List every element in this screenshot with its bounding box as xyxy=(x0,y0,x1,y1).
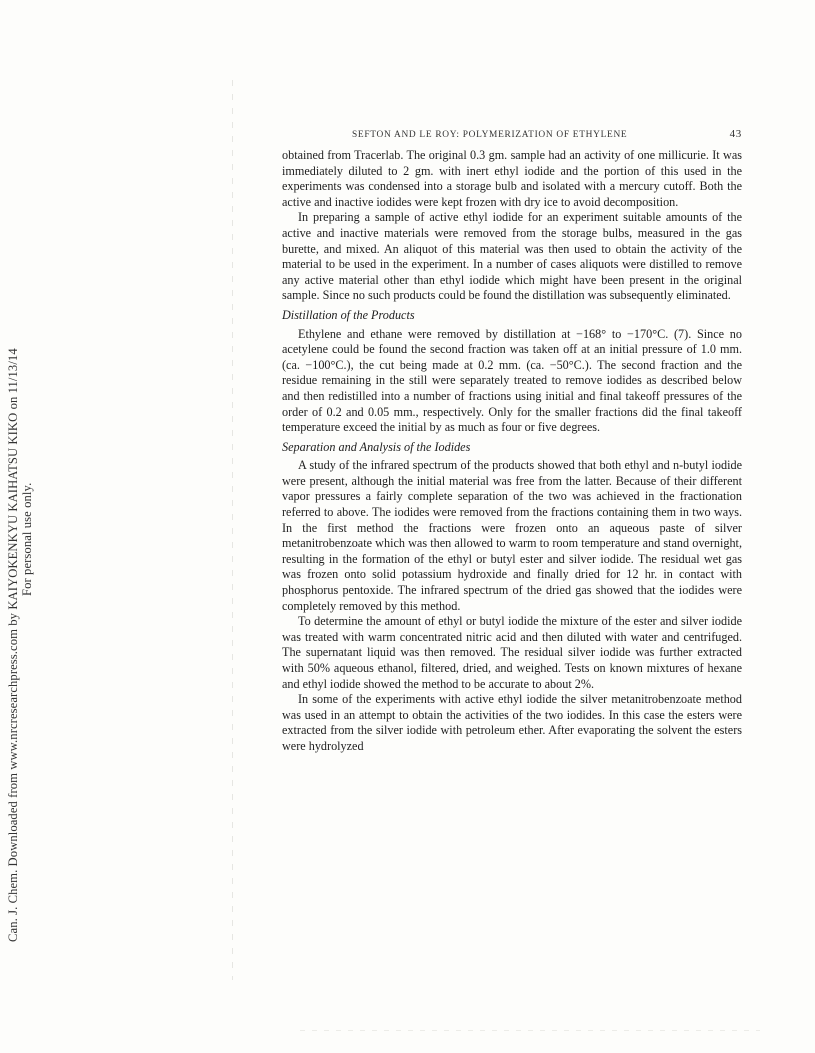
article-body xyxy=(282,148,742,755)
paragraph: To determine the amount of ethyl or butyl iodide the mixture of the ester and silver iodide was treated with warm concentrated nitric acid and then diluted with water and centrifuged. The supernatant liquid was then removed. The residual silver iodide was further extracted with 50% aqueous ethanol, filtered, dried, and weighed. Tests on known mixtures of hexane and ethyl iodide showed the method to be accurate to about 2%. xyxy=(282,614,742,691)
paragraph: In some of the experiments with active ethyl iodide the silver metanitrobenzoate method was used in an attempt to obtain the activities of the two iodides. In this case the esters were extracted from the silver iodide with petroleum ether. After evaporating the solvent the esters were hydrolyzed xyxy=(282,692,742,753)
section-heading: Separation and Analysis of the Iodides xyxy=(282,439,471,454)
scan-artifact-line xyxy=(300,1030,760,1031)
page-content xyxy=(282,128,742,755)
running-header xyxy=(282,128,742,148)
personal-use-notice: For personal use only. xyxy=(20,482,34,596)
scan-artifact-line xyxy=(232,80,233,980)
download-notice-sidebar xyxy=(0,0,40,1053)
page-number: 43 xyxy=(729,128,742,140)
download-notice-line: Can. J. Chem. Downloaded from www.nrcresearchpress.com by KAIYOKENKYU KAIHATSU KIKO on 11/13/14 xyxy=(6,348,20,942)
paragraph: Ethylene and ethane were removed by distillation at −168° to −170°C. (7). Since no acetylene could be found the second fraction was taken off at an initial pressure of 1.0 mm. (ca. −100°C.), the cut being made at 0.2 mm. (ca. −50°C.). The second fraction and the residue remaining in the still were separately treated to remove iodides as described below and then redistilled into a number of fractions using initial and final takeoff pressures of the order of 0.2 and 0.05 mm., respectively. Only for the smaller fractions did the final takeoff temperature exceed the initial by as much as four or five degrees. xyxy=(282,326,742,435)
section-heading: Distillation of the Products xyxy=(282,307,415,322)
running-title: SEFTON AND LE ROY: POLYMERIZATION OF ETHYLENE xyxy=(352,130,628,140)
paragraph: In preparing a sample of active ethyl iodide for an experiment suitable amounts of the active and inactive materials were removed from the storage bulbs, measured in the gas burette, and mixed. An aliquot of this material was then used to obtain the activity of the material to be used in the experiment. In a number of cases aliquots were distilled to remove any active material other than ethyl iodide which might have been present in the original sample. Since no such products could be found the distillation was subsequently eliminated. xyxy=(282,210,742,303)
paragraph: obtained from Tracerlab. The original 0.3 gm. sample had an activity of one millicurie. It was immediately diluted to 2 gm. with inert ethyl iodide and the portion of this used in the experiments was condensed into a storage bulb and isolated with a mercury cutoff. Both the active and inactive iodides were kept frozen with dry ice to avoid decomposition. xyxy=(282,148,742,209)
paragraph: A study of the infrared spectrum of the products showed that both ethyl and n-butyl iodide were present, although the initial material was free from the latter. Because of their different vapor pressures a fairly complete separation of the two was achieved in the fractionation referred to above. The iodides were removed from the fractions containing them in two ways. In the first method the fractions were frozen onto an aqueous paste of silver metanitrobenzoate which was then allowed to warm to room temperature and stand overnight, resulting in the formation of the ethyl or butyl ester and silver iodide. The residual wet gas was frozen onto solid potassium hydroxide and finally dried for 12 hr. in contact with phosphorus pentoxide. The infrared spectrum of the dried gas showed that the iodides were completely removed by this method. xyxy=(282,458,742,613)
